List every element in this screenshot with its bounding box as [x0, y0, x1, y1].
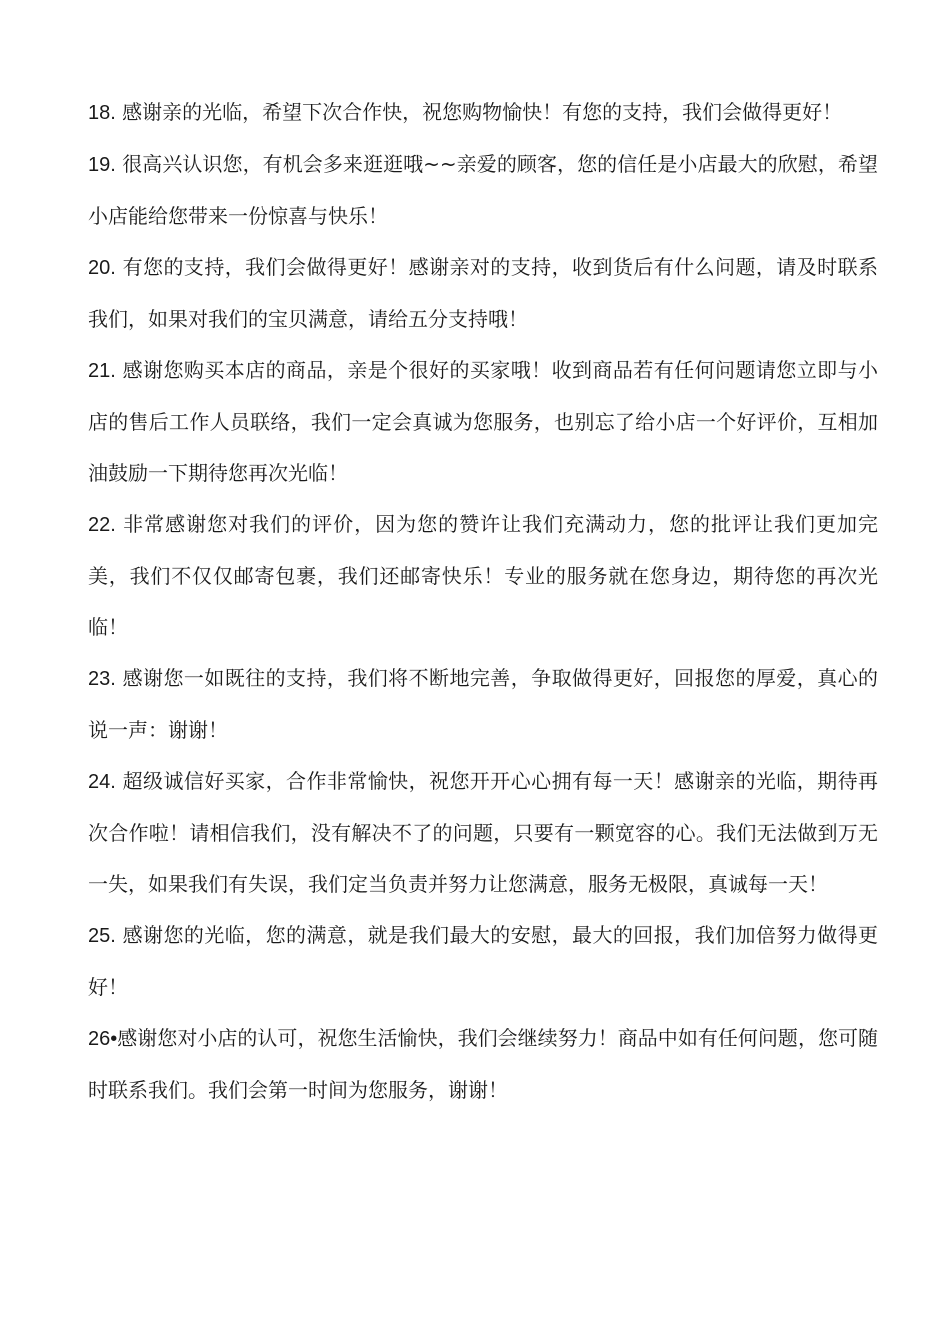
list-item	[88, 499, 878, 653]
item-number: 19.	[88, 154, 116, 176]
item-number: 23.	[88, 668, 116, 690]
list-item	[88, 910, 878, 1013]
document-body	[88, 87, 878, 1116]
item-text: 感谢您一如既往的支持，我们将不断地完善，争取做得更好，回报您的厚爱，真心的说一声：谢谢！	[88, 666, 879, 742]
item-number: 20.	[88, 257, 116, 279]
item-text: 感谢您的光临，您的满意，就是我们最大的安慰，最大的回报，我们加倍努力做得更好！	[88, 923, 879, 999]
item-number: 21.	[88, 360, 116, 382]
list-item	[88, 242, 878, 345]
list-item	[88, 87, 878, 139]
list-item	[88, 756, 878, 910]
list-item	[88, 653, 878, 756]
item-text: 非常感谢您对我们的评价，因为您的赞许让我们充满动力，您的批评让我们更加完美，我们不仅仅邮寄包裹，我们还邮寄快乐！专业的服务就在您身边，期待您的再次光临！	[88, 512, 879, 639]
item-number: 22.	[88, 514, 116, 536]
item-text: 有您的支持，我们会做得更好！感谢亲对的支持，收到货后有什么问题，请及时联系我们，如果对我们的宝贝满意，请给五分支持哦！	[88, 255, 879, 331]
item-number: 25.	[88, 925, 116, 947]
item-text: 感谢您购买本店的商品，亲是个很好的买家哦！收到商品若有任何问题请您立即与小店的售后工作人员联络，我们一定会真诚为您服务，也别忘了给小店一个好评价，互相加油鼓励一下期待您再次光临！	[88, 358, 879, 485]
item-text: 很高兴认识您，有机会多来逛逛哦~~亲爱的顾客，您的信任是小店最大的欣慰，希望小店能给您带来一份惊喜与快乐！	[88, 152, 878, 228]
item-number: 24.	[88, 771, 116, 793]
list-item	[88, 1013, 878, 1116]
list-item	[88, 345, 878, 499]
item-number: 18.	[88, 102, 116, 124]
item-text: 超级诚信好买家，合作非常愉快，祝您开开心心拥有每一天！感谢亲的光临，期待再次合作啦！请相信我们，没有解决不了的问题，只要有一颗宽容的心。我们无法做到万无一失，如果我们有失误，我们定当负责并努力让您满意，服务无极限，真诚每一天！	[88, 769, 879, 896]
list-item	[88, 139, 878, 242]
item-number: 26•	[88, 1028, 118, 1050]
item-text: 感谢亲的光临，希望下次合作快，祝您购物愉快！有您的支持，我们会做得更好！	[122, 100, 843, 124]
item-text: 感谢您对小店的认可，祝您生活愉快，我们会继续努力！商品中如有任何问题，您可随时联系我们。我们会第一时间为您服务，谢谢！	[88, 1026, 878, 1102]
